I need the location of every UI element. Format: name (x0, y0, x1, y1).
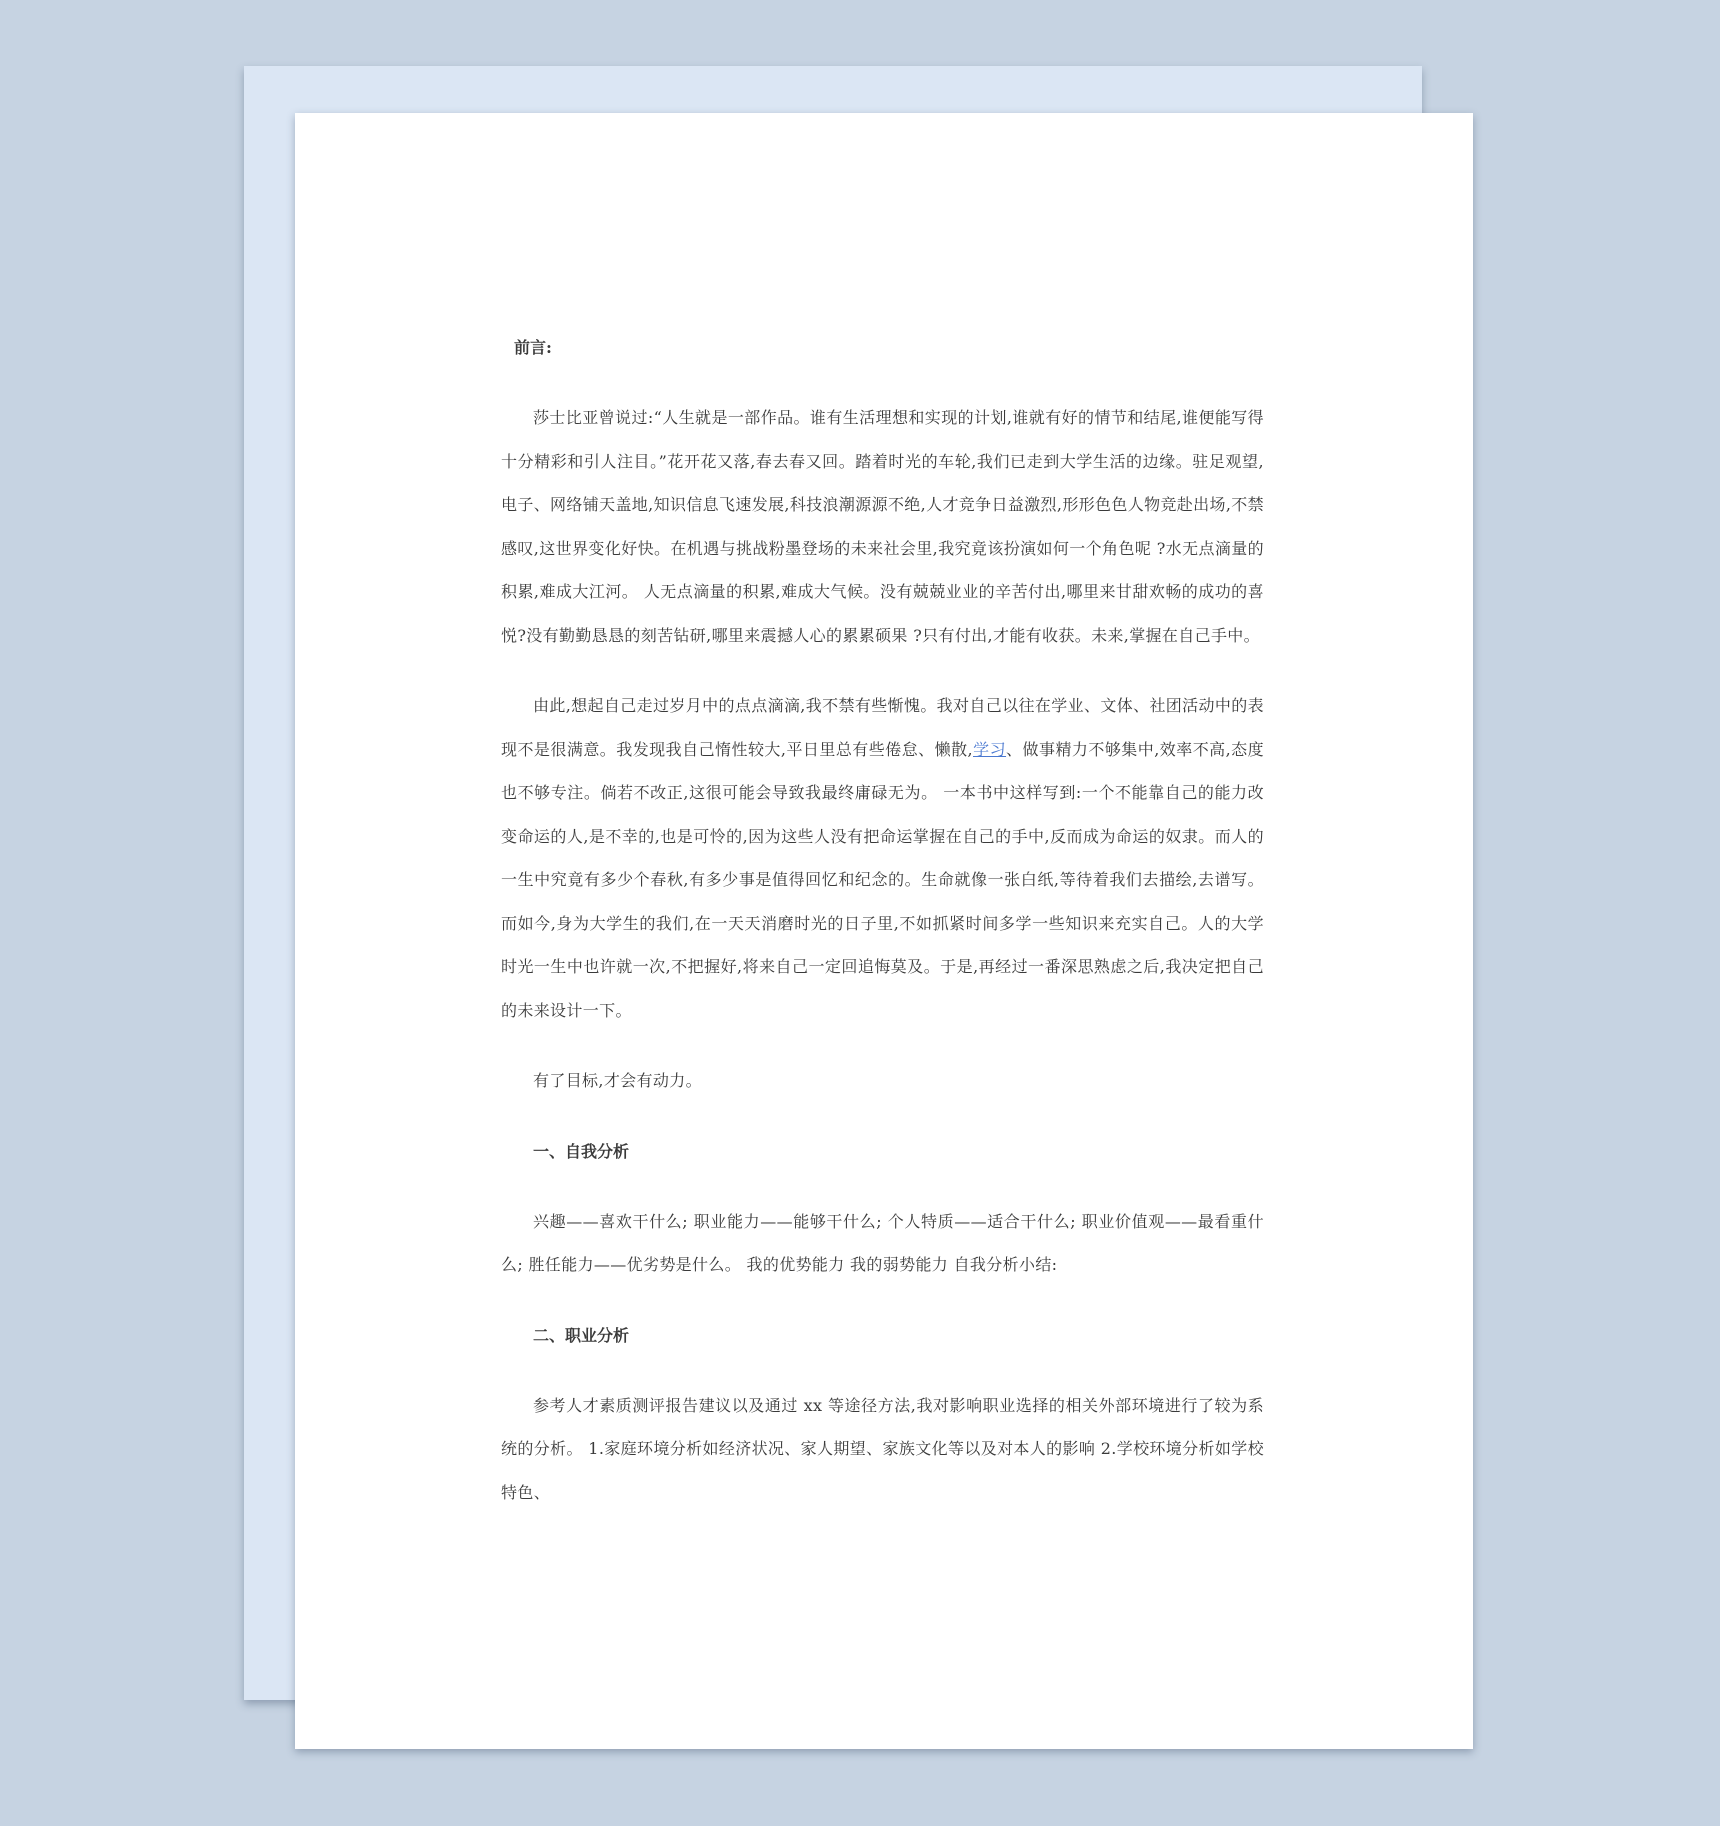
spacer (501, 1032, 1264, 1059)
spacer (501, 1287, 1264, 1314)
paragraph-self-analysis: 兴趣——喜欢干什么; 职业能力——能够干什么; 个人特质——适合干什么; 职业价值观——最看重什么; 胜任能力——优劣势是什么。 我的优势能力 我的弱势能力 自我分析小结: (501, 1211, 1264, 1274)
study-link[interactable]: 学习 (973, 739, 1007, 759)
spacer (501, 1173, 1264, 1200)
spacer (501, 657, 1264, 684)
spacer (501, 1103, 1264, 1130)
document-body (501, 326, 1264, 1514)
document-page (295, 113, 1473, 1749)
paragraph-reflection (501, 684, 1264, 1032)
paragraph-goal: 有了目标,才会有动力。 (533, 1071, 702, 1090)
spacer (501, 1357, 1264, 1384)
paragraph-reflection-text-start: 由此,想起自己走过岁月中的点点滴滴,我不禁有些惭愧。我对自己以往在学业、文体、社团活动中的表现不是很满意。我发现我自己惰性较大,平日里总有些倦怠、懒散, (501, 696, 1264, 759)
paragraph-shakespeare-quote: 莎士比亚曾说过:“人生就是一部作品。谁有生活理想和实现的计划,谁就有好的情节和结尾,谁便能写得十分精彩和引人注目。”花开花又落,春去春又回。踏着时光的车轮,我们已走到大学生活的边缘。驻足观望,电子、网络铺天盖地,知识信息飞速发展,科技浪潮源源不绝,人才竞争日益激烈,形形色色人物竞赴出场,不禁感叹,这世界变化好快。在机遇与挑战粉墨登场的未来社会里,我究竟该扮演如何一个角色呢 ?水无点滴量的积累,难成大江河。 人无点滴量的积累,难成大气候。没有兢兢业业的辛苦付出,哪里来甘甜欢畅的成功的喜悦?没有勤勤恳恳的刻苦钻研,哪里来震撼人心的累累硕果 ?只有付出,才能有收获。未来,掌握在自己手中。 (501, 408, 1264, 645)
paragraph-career-analysis: 参考人才素质测评报告建议以及通过 xx 等途径方法,我对影响职业选择的相关外部环境进行了较为系统的分析。 1.家庭环境分析如经济状况、家人期望、家族文化等以及对本人的影响 2.学校环境分析如学校特色、 (501, 1395, 1264, 1502)
section-career-analysis-title: 二、职业分析 (533, 1325, 630, 1345)
paragraph-reflection-text-end: 、做事精力不够集中,效率不高,态度也不够专注。倘若不改正,这很可能会导致我最终庸碌无为。 一本书中这样写到:一个不能靠自己的能力改变命运的人,是不幸的,也是可怜的,因为这些人没有把命运掌握在自己的手中,反而成为命运的奴隶。而人的一生中究竟有多少个春秋,有多少事是值得回忆和纪念的。生命就像一张白纸,等待着我们去描绘,去谱写。 而如今,身为大学生的我们,在一天天消磨时光的日子里,不如抓紧时间多学一些知识来充实自己。人的大学时光一生中也许就一次,不把握好,将来自己一定回追悔莫及。于是,再经过一番深思熟虑之后,我决定把自己的未来设计一下。 (501, 739, 1264, 1020)
section-self-analysis-title: 一、自我分析 (533, 1141, 630, 1161)
spacer (501, 369, 1264, 396)
preface-heading: 前言: (514, 338, 552, 357)
